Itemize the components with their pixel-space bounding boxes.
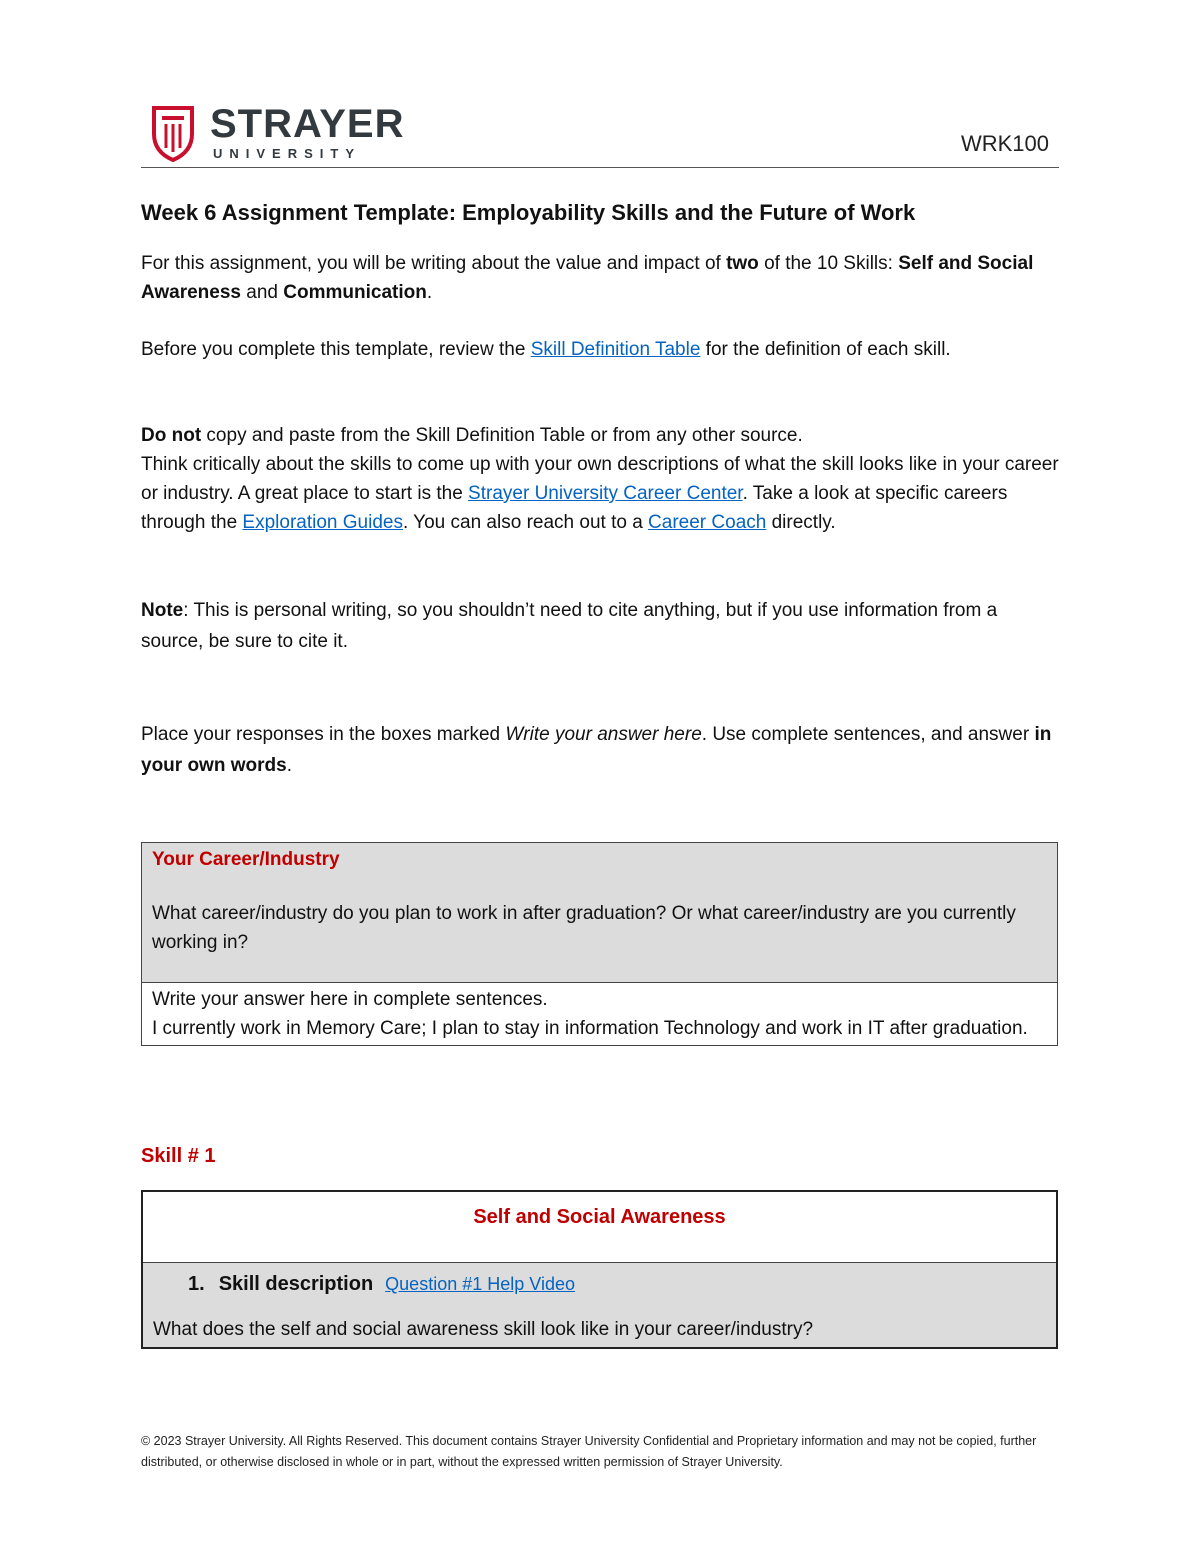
copyright-footer: © 2023 Strayer University. All Rights Reserved. This document contains Strayer University Confidential and Proprietary information and may not be copied, further distributed, or otherwise disclosed in whole or in part, without the expressed written permission of Strayer University. (141, 1434, 1037, 1469)
text-run-bold: Self and Social Awareness (141, 253, 1034, 303)
logo-subtitle: UNIVERSITY (213, 146, 362, 161)
answer-prompt: Write your answer here in complete sentences. (152, 989, 548, 1010)
strayer-logo (150, 104, 410, 164)
career-question: What career/industry do you plan to work in after graduation? Or what career/industry are you currently working in? (152, 903, 1016, 953)
exploration-guides-link[interactable]: Exploration Guides (242, 512, 403, 533)
skill-definition-table-link[interactable]: Skill Definition Table (530, 339, 701, 360)
text-run: . (426, 282, 433, 303)
career-heading: Your Career/Industry (152, 849, 340, 870)
text-run: of the 10 Skills: (758, 253, 899, 274)
text-run: copy and paste from the Skill Definition Table or from any other source. (201, 425, 803, 446)
skill-question-text: What does the self and social awareness skill look like in your career/industry? (153, 1319, 814, 1340)
skill-1-title: Self and Social Awareness (143, 1192, 1056, 1263)
skill-description-line (153, 1269, 1046, 1299)
header-divider (141, 167, 1059, 168)
text-run-bold: two (726, 253, 759, 274)
text-run: . You can also reach out to a (402, 512, 649, 533)
career-center-link[interactable]: Strayer University Career Center (468, 483, 743, 504)
note-paragraph (141, 595, 1061, 657)
text-run: . Take a look at specific careers through the (141, 483, 1008, 533)
shield-logo-icon (150, 104, 196, 162)
note-label: Note (141, 600, 184, 621)
career-coach-link[interactable]: Career Coach (648, 512, 767, 533)
career-answer-text: I currently work in Memory Care; I plan to stay in information Technology and work in IT after graduation. (152, 1018, 1028, 1039)
text-run: for the definition of each skill. (700, 339, 951, 360)
text-run: and (241, 282, 284, 303)
help-video-link[interactable]: Question #1 Help Video (385, 1274, 575, 1294)
text-run: Think critically about the skills to come up with your own descriptions of what the skill looks like in your career or industry. A great place to start is the (141, 454, 1059, 504)
course-code: WRK100 (960, 131, 1049, 156)
text-run: directly. (766, 512, 836, 533)
question-label: Skill description (218, 1273, 374, 1295)
text-run: . (286, 755, 292, 776)
career-industry-table (141, 842, 1058, 1046)
question-number: 1. (188, 1273, 205, 1295)
text-run: Before you complete this template, review the (141, 339, 531, 360)
instructions-paragraph (141, 719, 1061, 781)
career-question-cell (142, 843, 1057, 983)
text-run-italic: Write your answer here (505, 724, 702, 745)
skill-1-table (141, 1190, 1058, 1349)
text-run-bold: Communication (283, 282, 427, 303)
text-run-bold: in your own words (141, 724, 1052, 776)
text-run: Place your responses in the boxes marked (141, 724, 506, 745)
page-title: Week 6 Assignment Template: Employability Skills and the Future of Work (141, 200, 916, 225)
skill-1-question-cell (143, 1263, 1056, 1347)
intro-paragraph-1 (141, 249, 1061, 307)
intro-paragraph-2 (141, 335, 1061, 364)
career-answer-cell[interactable] (142, 983, 1057, 1045)
note-text: : This is personal writing, so you shouldn’t need to cite anything, but if you use information from a source, be sure to cite it. (141, 600, 998, 652)
intro-paragraph-3 (141, 421, 1061, 537)
text-run: For this assignment, you will be writing about the value and impact of (141, 253, 727, 274)
logo-wordmark: STRAYER (210, 102, 405, 146)
skill-1-label: Skill # 1 (141, 1145, 216, 1167)
text-run: . Use complete sentences, and answer (701, 724, 1035, 745)
text-run-bold: Do not (141, 425, 202, 446)
